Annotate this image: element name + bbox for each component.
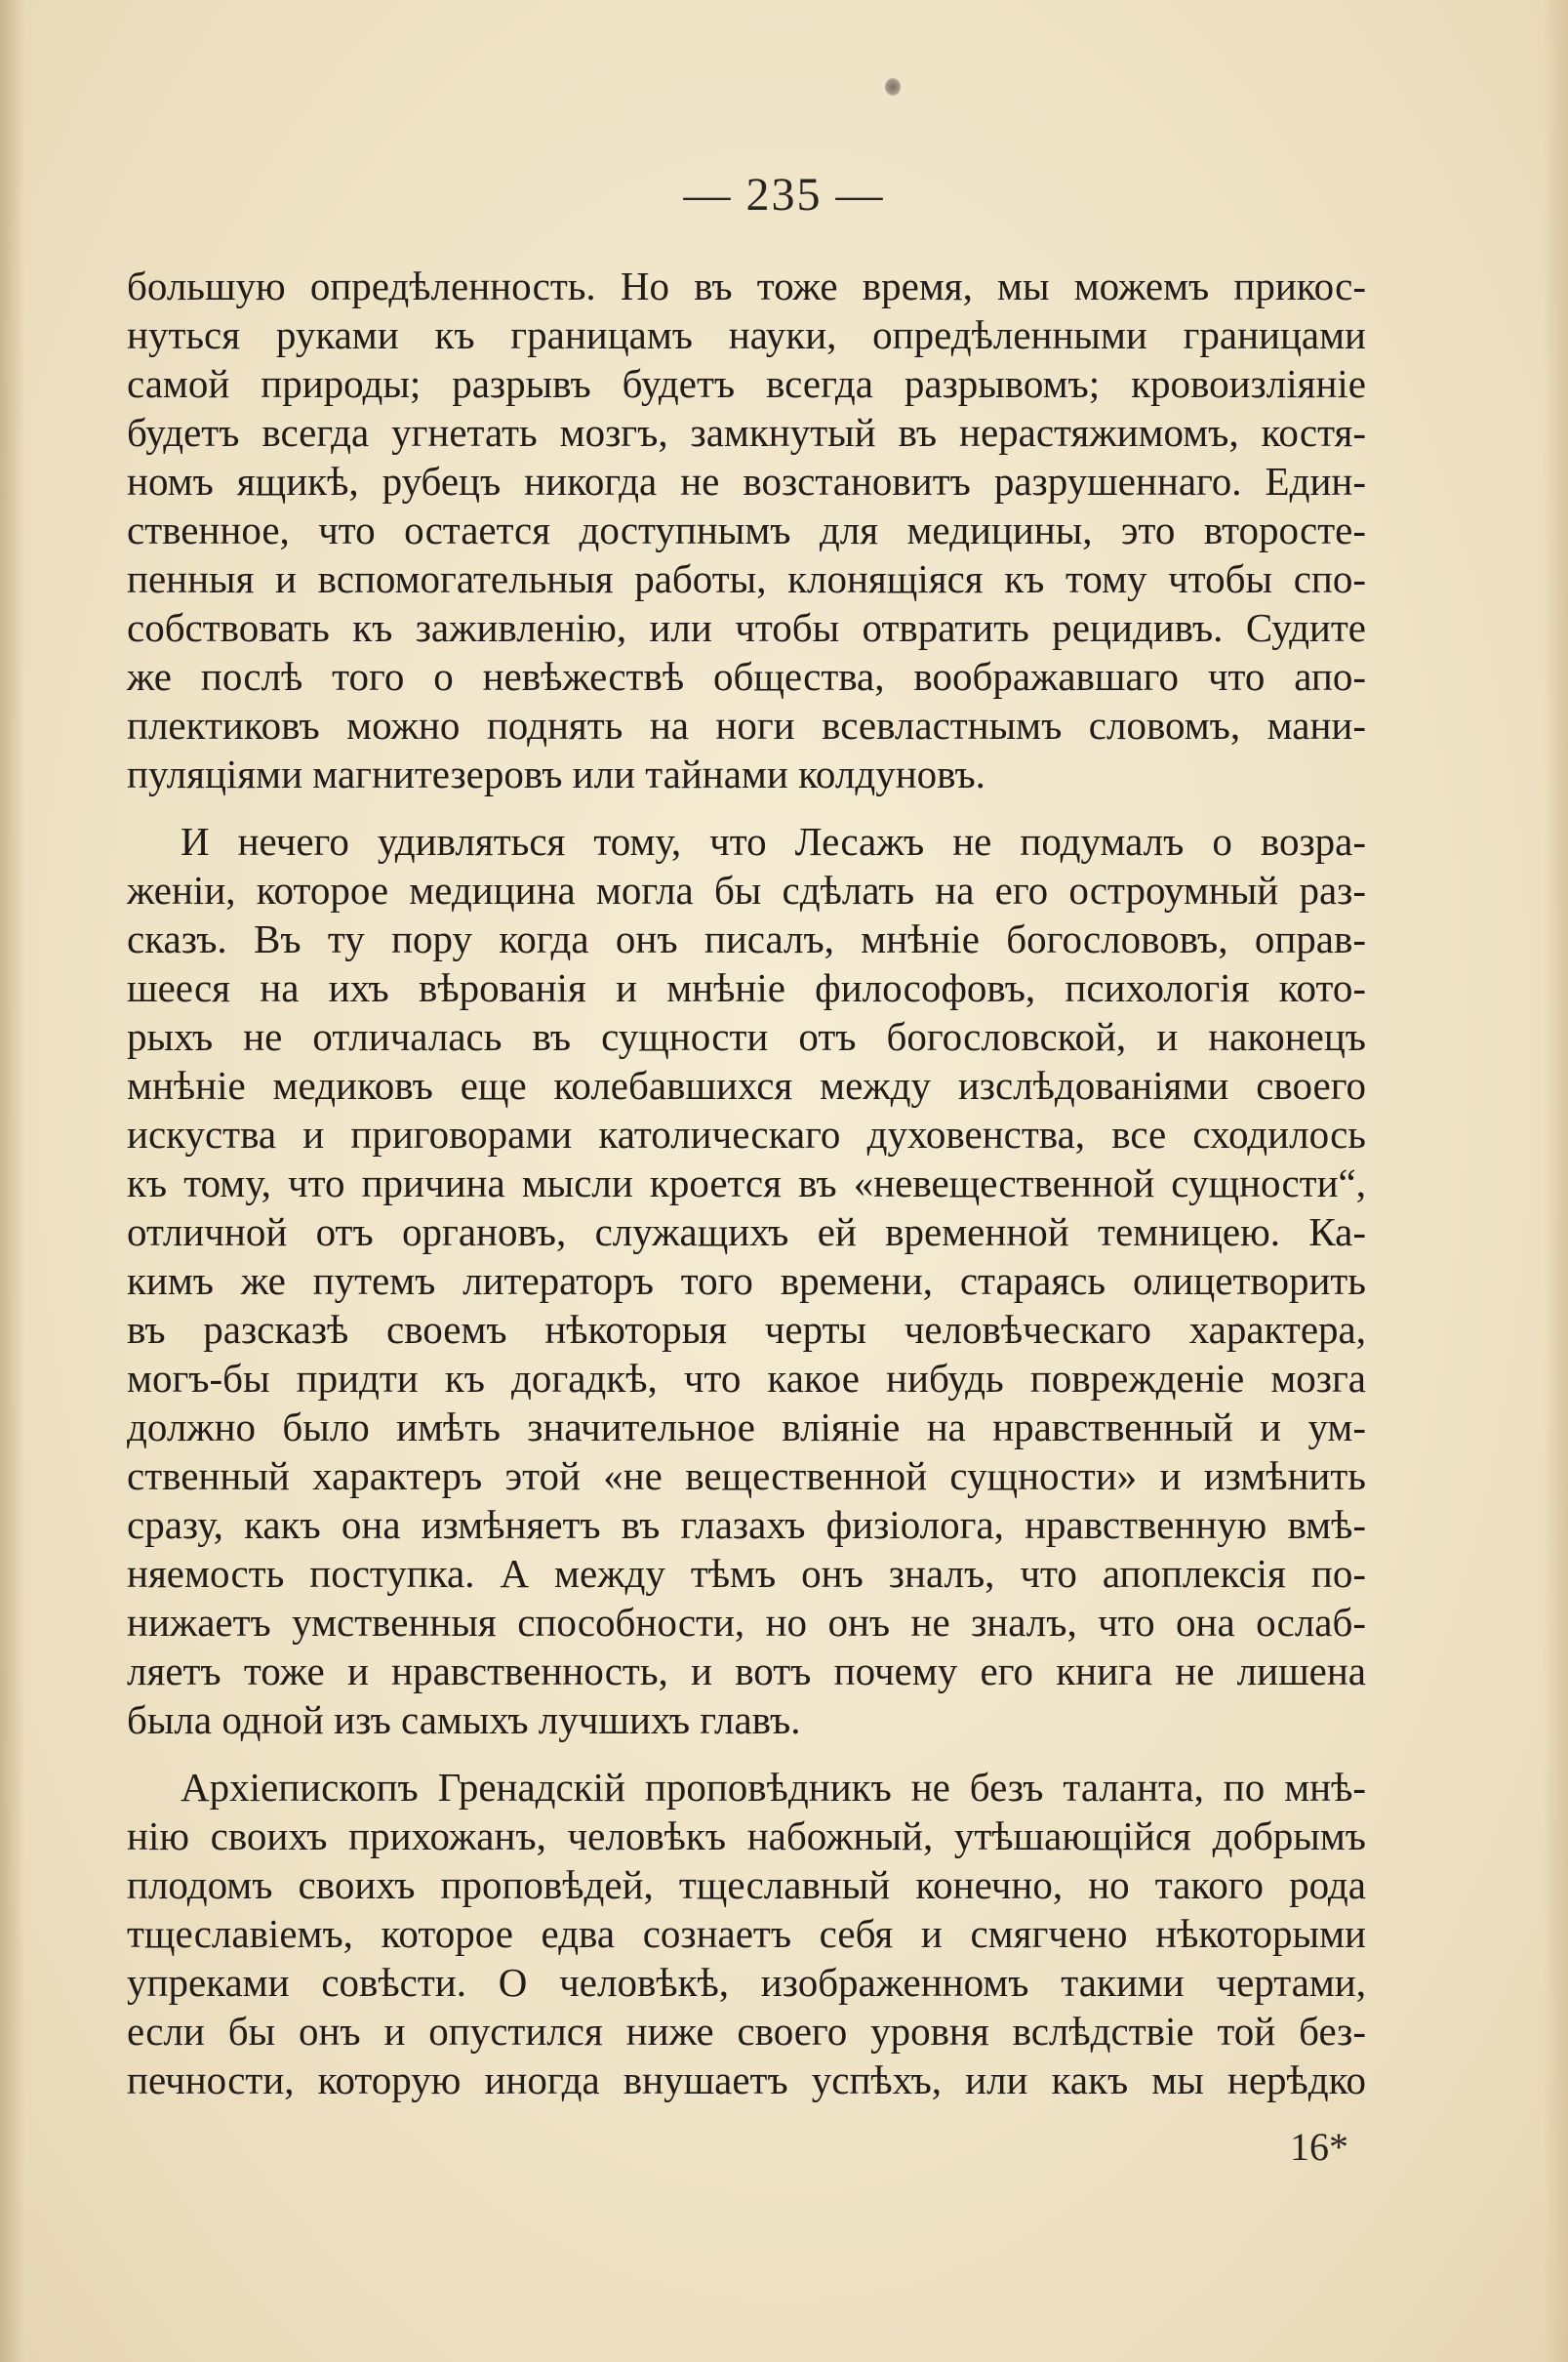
page-edge-shadow-left <box>0 0 25 2362</box>
text-line: была одной изъ самыхъ лучшихъ главъ. <box>127 1697 801 1742</box>
paragraph-gap <box>127 1744 1366 1763</box>
text-line: нуться руками къ границамъ науки, опредѣленными границами <box>127 312 1366 357</box>
text-line: сразу, какъ она измѣняетъ въ глазахъ физіолога, нравственную вмѣ- <box>127 1502 1366 1547</box>
text-line: упреками совѣсти. О человѣкѣ, изображенномъ такими чертами, <box>127 1960 1366 2005</box>
text-line: печности, которую иногда внушаетъ успѣхъ, или какъ мы нерѣдко <box>127 2057 1366 2102</box>
paragraph-3 <box>127 1763 1366 2104</box>
text-line: няемость поступка. А между тѣмъ онъ зналъ, что апоплексія по- <box>127 1551 1366 1596</box>
text-line: самой природы; разрывъ будетъ всегда разрывомъ; кровоизліяніе <box>127 361 1366 406</box>
text-line: же послѣ того о невѣжествѣ общества, воображавшаго что апо- <box>127 654 1366 699</box>
text-line: плектиковъ можно поднять на ноги всевластнымъ словомъ, мани- <box>127 703 1366 748</box>
text-line: плодомъ своихъ проповѣдей, тщеславный конечно, но такого рода <box>127 1862 1366 1907</box>
page-edge-shadow-right <box>1543 0 1568 2362</box>
text-line: женіи, которое медицина могла бы сдѣлать на его остроумный раз- <box>127 868 1366 913</box>
body-text <box>127 262 1366 2104</box>
text-line: шееся на ихъ вѣрованія и мнѣніе философовъ, психологія кото- <box>127 965 1366 1010</box>
text-line: къ тому, что причина мысли кроется въ «невещественной сущности“, <box>127 1161 1366 1205</box>
text-line: ственное, что остается доступнымъ для медицины, это второсте- <box>127 508 1366 552</box>
text-line: мнѣніе медиковъ еще колебавшихся между изслѣдованіями своего <box>127 1063 1366 1108</box>
text-line: номъ ящикѣ, рубецъ никогда не возстановитъ разрушеннаго. Един- <box>127 459 1366 504</box>
text-line: И нечего удивляться тому, что Лесажъ не подумалъ о возра- <box>181 819 1366 864</box>
text-line: должно было имѣть значительное вліяніе на нравственный и ум- <box>127 1405 1366 1449</box>
text-line: пуляціями магнитезеровъ или тайнами колдуновъ. <box>127 752 985 796</box>
text-line: собствовать къ заживленію, или чтобы отвратить рецидивъ. Судите <box>127 605 1366 650</box>
text-line: тщеславіемъ, которое едва сознаетъ себя и смягчено нѣкоторыми <box>127 1911 1366 1956</box>
text-line: нію своихъ прихожанъ, человѣкъ набожный, утѣшающійся добрымъ <box>127 1813 1366 1858</box>
signature-mark: 16* <box>1290 2125 1348 2169</box>
text-line: искуства и приговорами католическаго духовенства, все сходилось <box>127 1112 1366 1157</box>
text-line: сказъ. Въ ту пору когда онъ писалъ, мнѣніе богослововъ, оправ- <box>127 916 1366 961</box>
text-line: въ разсказѣ своемъ нѣкоторыя черты человѣческаго характера, <box>127 1307 1366 1352</box>
paragraph-gap <box>127 798 1366 817</box>
text-line: пенныя и вспомогательныя работы, клонящіяся къ тому чтобы спо- <box>127 556 1366 601</box>
text-line: могъ-бы придти къ догадкѣ, что какое нибудь поврежденіе мозга <box>127 1356 1366 1401</box>
text-line: кимъ же путемъ литераторъ того времени, стараясь олицетворить <box>127 1258 1366 1303</box>
text-line: Архіепископъ Гренадскій проповѣдникъ не безъ таланта, по мнѣ- <box>181 1765 1366 1810</box>
paragraph-2 <box>127 817 1366 1744</box>
text-line: ляетъ тоже и нравственность, и вотъ почему его книга не лишена <box>127 1649 1366 1693</box>
text-line: отличной отъ органовъ, служащихъ ей временной темницею. Ка- <box>127 1209 1366 1254</box>
text-line: нижаетъ умственныя способности, но онъ не зналъ, что она ослаб- <box>127 1600 1366 1645</box>
text-line: если бы онъ и опустился ниже своего уровня вслѣдствіе той без- <box>127 2009 1366 2054</box>
text-line: ственный характеръ этой «не вещественной сущности» и измѣнить <box>127 1453 1366 1498</box>
text-line: рыхъ не отличалась въ сущности отъ богословской, и наконецъ <box>127 1014 1366 1059</box>
page-number: — 235 — <box>683 169 885 221</box>
ink-speck <box>885 78 901 96</box>
text-line: большую опредѣленность. Но въ тоже время, мы можемъ прикос- <box>127 264 1366 308</box>
paragraph-1 <box>127 262 1366 798</box>
text-line: будетъ всегда угнетать мозгъ, замкнутый въ нерастяжимомъ, костя- <box>127 410 1366 455</box>
